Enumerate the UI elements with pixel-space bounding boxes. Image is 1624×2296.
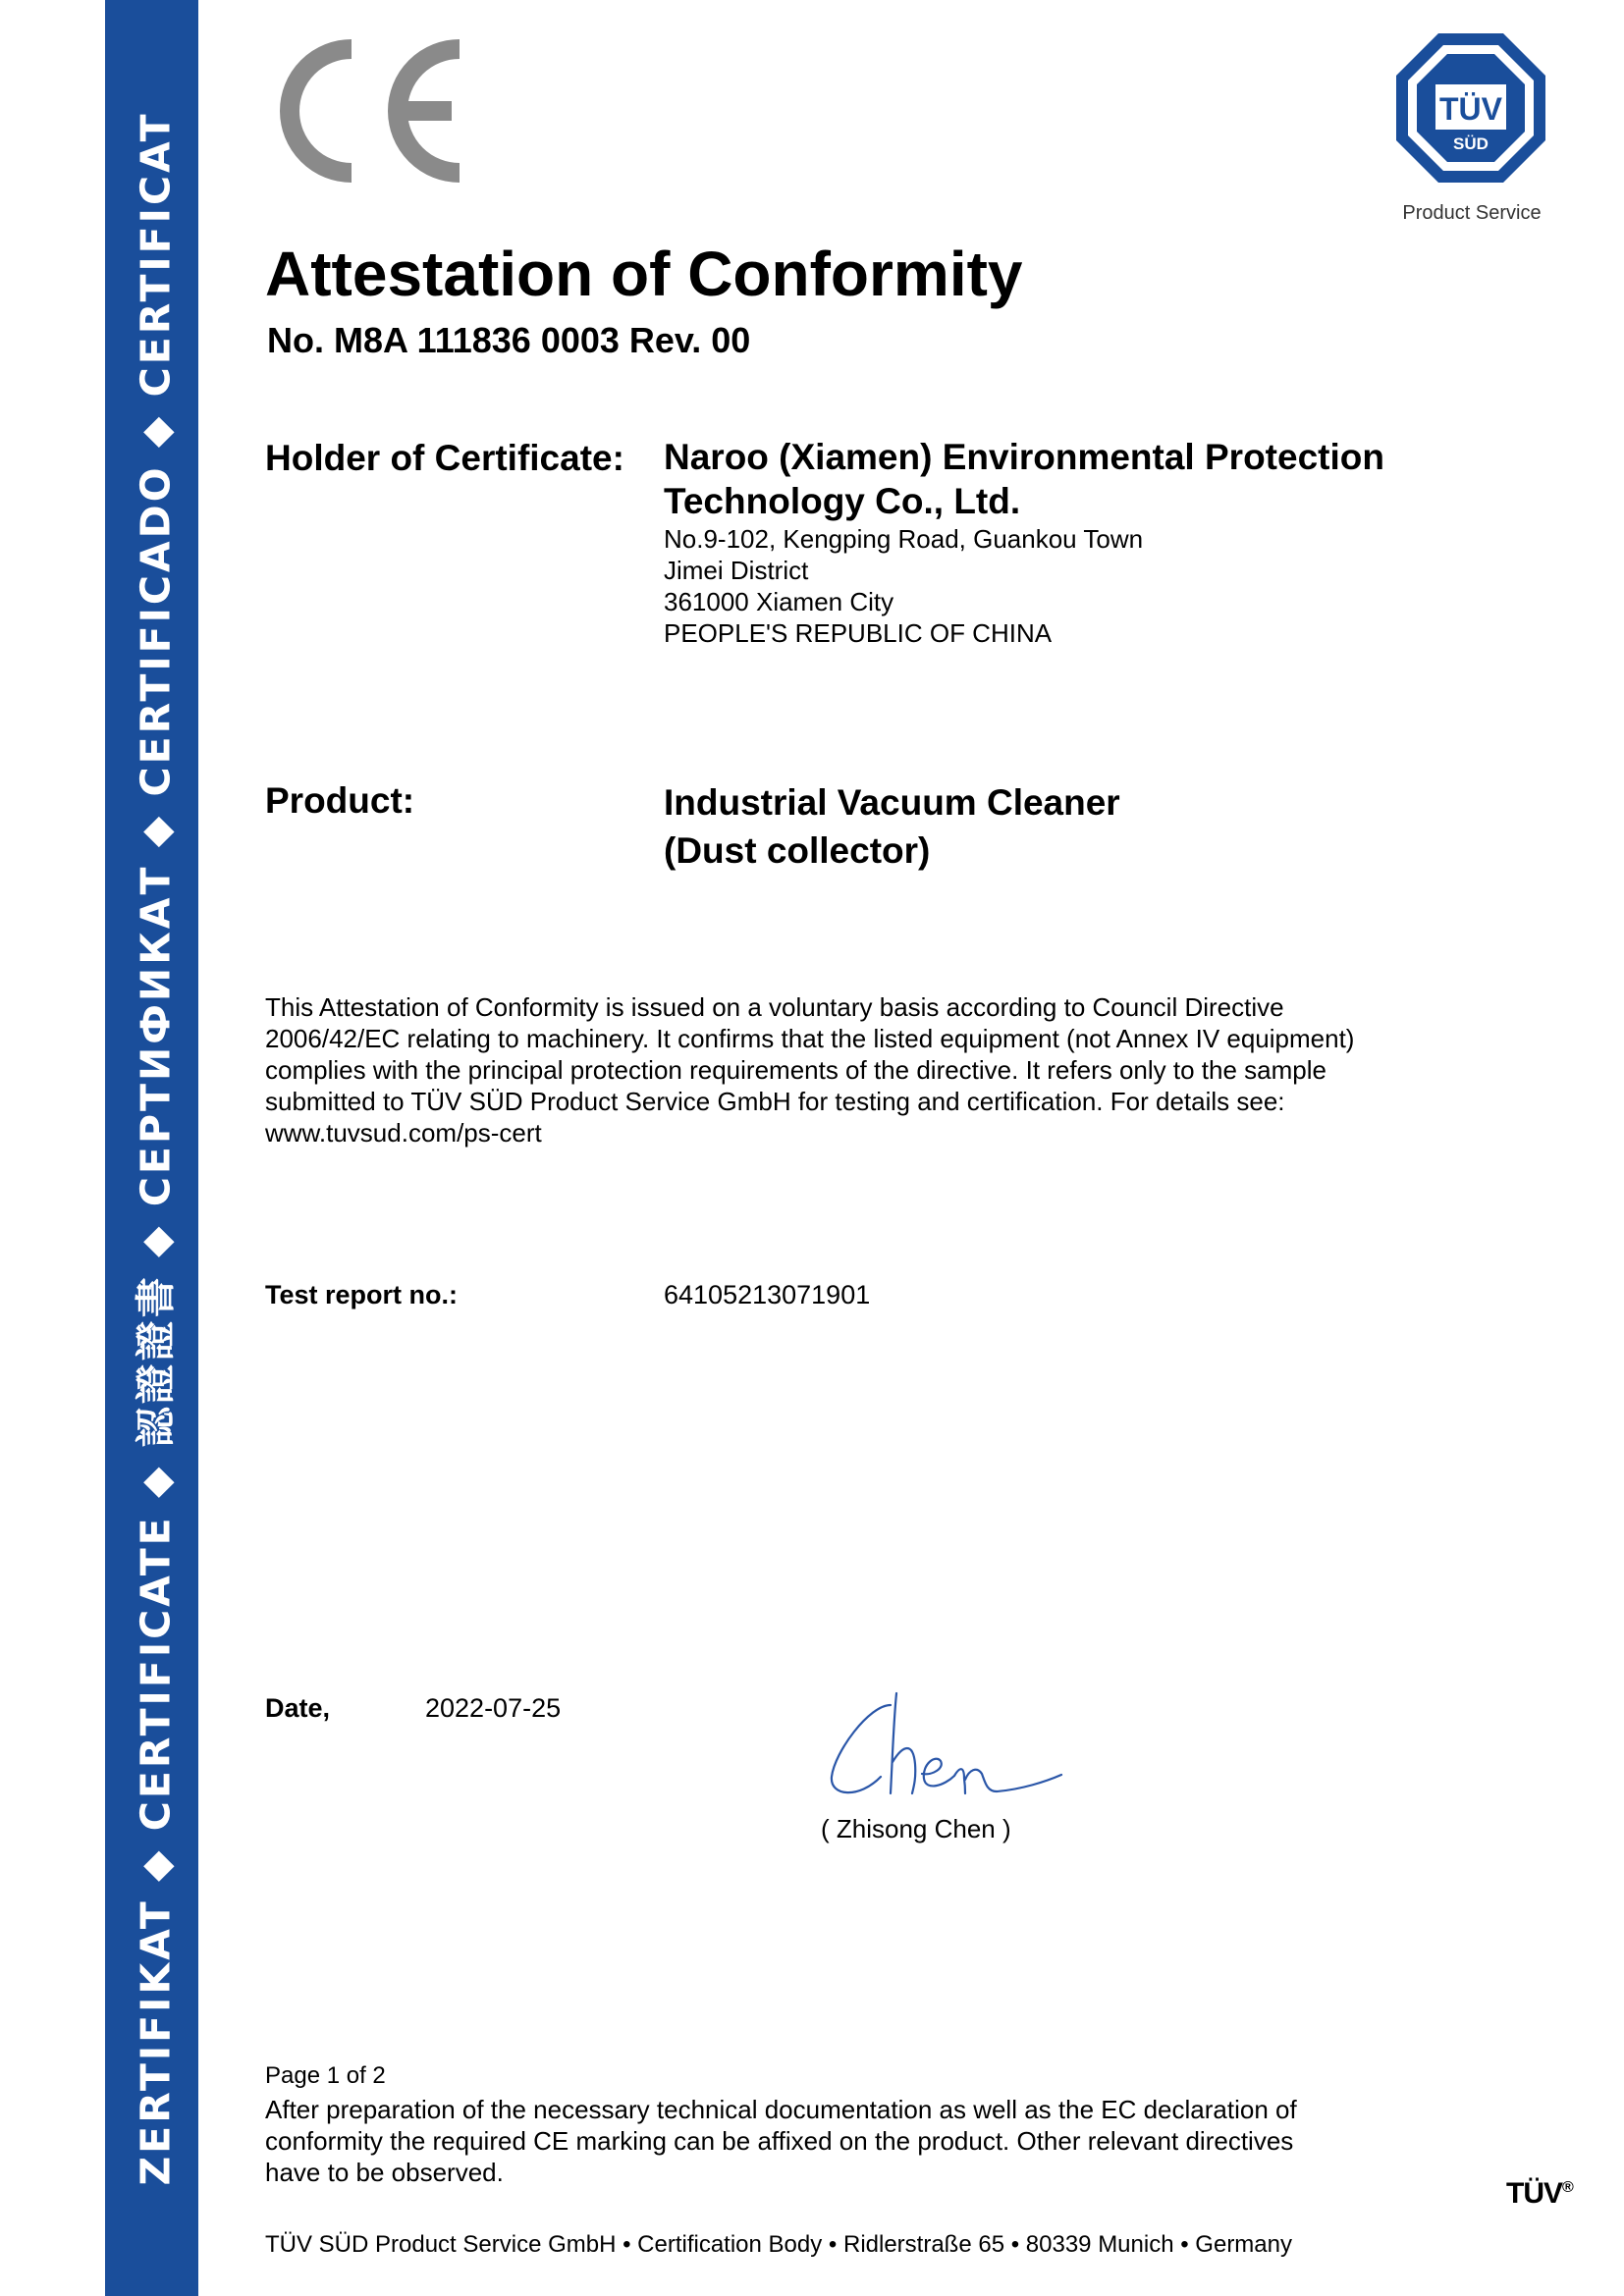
- tuv-product-service-caption: Product Service: [1402, 202, 1542, 224]
- signer-name: ( Zhisong Chen ): [821, 1814, 1011, 1843]
- footer-note-line: conformity the required CE marking can be affixed on the product. Other relevant directives: [265, 2126, 1294, 2156]
- product-name-line2: (Dust collector): [664, 830, 931, 871]
- holder-name: [664, 435, 1384, 523]
- date-value: 2022-07-25: [425, 1693, 562, 1723]
- holder-name-line1: Naroo (Xiamen) Environmental Protection: [664, 437, 1384, 477]
- address-line: PEOPLE'S REPUBLIC OF CHINA: [664, 618, 1053, 648]
- address-line: Jimei District: [664, 556, 809, 585]
- svg-text:TÜV: TÜV: [1439, 91, 1502, 127]
- page-number: Page 1 of 2: [265, 2062, 386, 2089]
- address-line: 361000 Xiamen City: [664, 587, 894, 616]
- handwritten-signature: [820, 1683, 1065, 1811]
- attestation-statement: [265, 991, 1463, 1148]
- sidebar-multilingual-text: ZERTIFIKAT ◆ CERTIFICATE ◆ 認證證書 ◆ СЕРТИФИКАТ ◆ CERTIFICADO ◆ CERTIFICAT: [132, 110, 179, 2186]
- statement-link[interactable]: www.tuvsud.com/ps-cert: [265, 1118, 542, 1148]
- holder-name-line2: Technology Co., Ltd.: [664, 481, 1021, 521]
- page-title: Attestation of Conformity: [265, 239, 1023, 309]
- tuv-registered-mark: TÜV®: [1506, 2177, 1573, 2210]
- test-report-number: 64105213071901: [664, 1280, 871, 1309]
- statement-line: complies with the principal protection requirements of the directive. It refers only to the sample: [265, 1055, 1326, 1085]
- statement-line: 2006/42/EC relating to machinery. It confirms that the listed equipment (not Annex IV equipment): [265, 1024, 1355, 1053]
- ce-mark-logo: [263, 37, 467, 185]
- certificate-sidebar: [105, 0, 198, 2296]
- footer-note-line: After preparation of the necessary technical documentation as well as the EC declaration of: [265, 2095, 1297, 2124]
- product-name: [664, 778, 1120, 875]
- product-name-line1: Industrial Vacuum Cleaner: [664, 782, 1120, 823]
- statement-line: submitted to TÜV SÜD Product Service GmbH for testing and certification. For details see:: [265, 1087, 1285, 1116]
- address-line: No.9-102, Kengping Road, Guankou Town: [664, 524, 1144, 554]
- tuv-mark-text: TÜV: [1506, 2177, 1562, 2210]
- certificate-number: No. M8A 111836 0003 Rev. 00: [267, 320, 751, 360]
- statement-line: This Attestation of Conformity is issued on a voluntary basis according to Council Directive: [265, 992, 1284, 1022]
- holder-label: Holder of Certificate:: [265, 438, 624, 478]
- tuv-sud-logo: [1392, 29, 1549, 187]
- svg-text:SÜD: SÜD: [1453, 134, 1489, 153]
- footer-note-line: have to be observed.: [265, 2158, 504, 2187]
- footer-note: [265, 2094, 1443, 2188]
- product-label: Product:: [265, 780, 415, 821]
- holder-address: [664, 523, 1143, 649]
- date-label: Date,: [265, 1693, 331, 1723]
- test-report-label: Test report no.:: [265, 1280, 459, 1309]
- footer-address: TÜV SÜD Product Service GmbH • Certification Body • Ridlerstraße 65 • 80339 Munich • Germany: [265, 2231, 1292, 2258]
